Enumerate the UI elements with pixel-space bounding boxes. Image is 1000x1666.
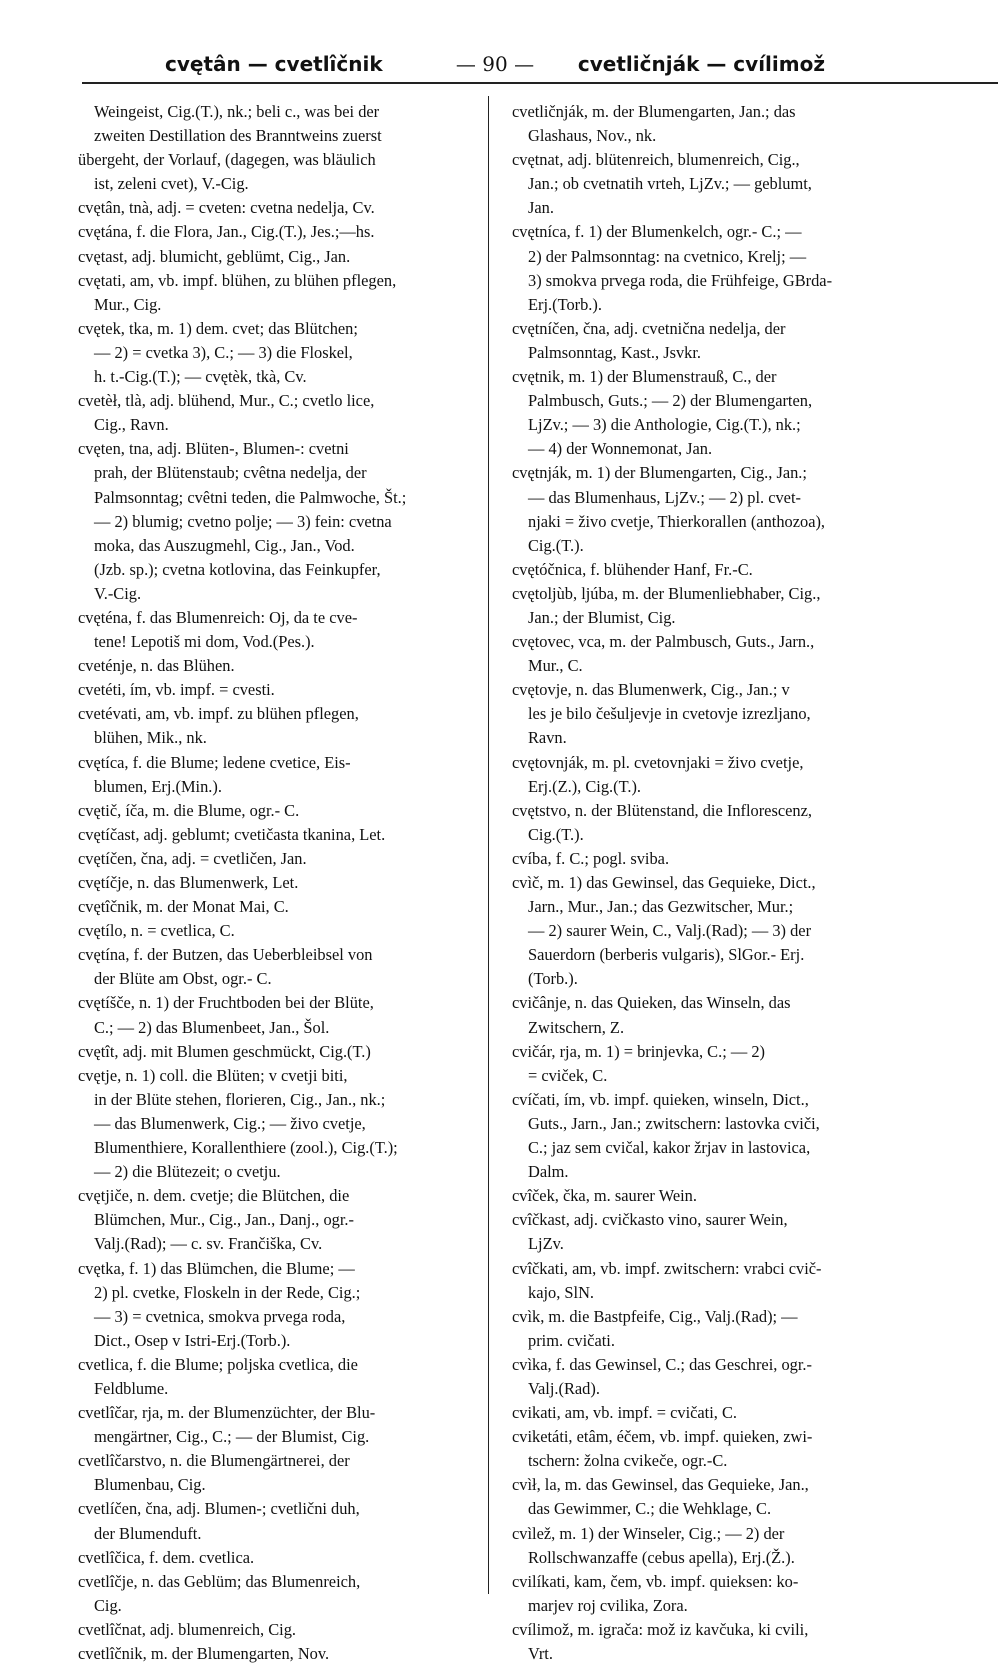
- entry-line: — 3) = cvetnica, smokva prvega roda,: [94, 1306, 346, 1326]
- entry-line: Valj.(Rad); — c. sv. Frančiška, Cv.: [94, 1234, 323, 1254]
- entry-line: h. t.-Cig.(T.); — cvętèk, tkà, Cv.: [94, 367, 307, 387]
- entry-line: Ravn.: [528, 728, 567, 748]
- entry-line: 2) pl. cvetke, Floskeln in der Rede, Cig.;: [94, 1282, 361, 1302]
- entry-line: cvìlež, m. 1) der Winseler, Cig.; — 2) der: [512, 1523, 785, 1543]
- entry-line: cvętîčnik, m. der Monat Mai, C.: [78, 897, 289, 917]
- entry-line: cvetéti, ím, vb. impf. = cvesti.: [78, 680, 275, 700]
- entry-line: übergeht, der Vorlauf, (dagegen, was bläulich: [78, 150, 376, 170]
- entry-line: Cig.: [94, 1595, 122, 1615]
- entry-line: (Jzb. sp.); cvetna kotlovina, das Feinkupfer,: [94, 559, 381, 579]
- entry-line: cvîček, čka, m. saurer Wein.: [512, 1186, 697, 1206]
- entry-line: Mur., C.: [528, 656, 583, 676]
- page-number: — 90 —: [455, 52, 535, 76]
- entry-line: — 2) = cvetka 3), C.; — 3) die Floskel,: [94, 342, 353, 362]
- entry-line: Zwitschern, Z.: [528, 1017, 625, 1037]
- entry-line: kajo, SlN.: [528, 1282, 595, 1302]
- entry-line: cvętati, am, vb. impf. blühen, zu blühen pflegen,: [78, 270, 397, 290]
- entry-line: cvíčati, ím, vb. impf. quieken, winseln, Dict.,: [512, 1089, 809, 1109]
- entry-line: cvętje, n. 1) coll. die Blüten; v cvetji biti,: [78, 1065, 348, 1085]
- entry-line: cvętič, íča, m. die Blume, ogr.- C.: [78, 800, 300, 820]
- entry-line: der Blumenduft.: [94, 1523, 202, 1543]
- entry-line: cvętána, f. die Flora, Jan., Cig.(T.), Jes.;—hs.: [78, 222, 375, 242]
- entry-line: cvetlîčnat, adj. blumenreich, Cig.: [78, 1619, 297, 1639]
- entry-line: cvętíca, f. die Blume; ledene cvetice, Eis-: [78, 752, 351, 772]
- entry-line: cvętíčen, čna, adj. = cvetličen, Jan.: [78, 848, 307, 868]
- entry-line: cvikati, am, vb. impf. = cvičati, C.: [512, 1403, 738, 1423]
- entry-line: cvętovje, n. das Blumenwerk, Cig., Jan.; v: [512, 680, 790, 700]
- entry-line: Guts., Jarn., Jan.; zwitschern: lastovka cviči,: [528, 1113, 820, 1133]
- header-rule: [82, 82, 998, 84]
- entry-line: cvętíčast, adj. geblumt; cvetičasta tkanina, Let.: [78, 824, 386, 844]
- entry-line: cvičár, rja, m. 1) = brinjevka, C.; — 2): [512, 1041, 766, 1061]
- entry-line: cvetlíčen, čna, adj. Blumen-; cvetlični duh,: [78, 1499, 360, 1519]
- entry-line: cvętstvo, n. der Blütenstand, die Inflorescenz,: [512, 800, 812, 820]
- entry-line: cvetličnják, m. der Blumengarten, Jan.; das: [512, 102, 796, 121]
- entry-line: Cig.(T.).: [528, 824, 584, 844]
- entry-line: in der Blüte stehen, florieren, Cig., Jan., nk.;: [94, 1089, 386, 1109]
- header-left-guideword: cvętân — cvetlîčnik: [165, 52, 383, 76]
- entry-line: — das Blumenhaus, LjZv.; — 2) pl. cvet-: [528, 487, 801, 507]
- entry-line: les je bilo češuljevje in cvetovje izrezljano,: [528, 704, 811, 724]
- entry-line: blumen, Erj.(Min.).: [94, 776, 222, 796]
- entry-line: Jan.; der Blumist, Cig.: [528, 607, 676, 627]
- entry-line: prim. cvičati.: [528, 1330, 615, 1350]
- entry-line: cvętíšče, n. 1) der Fruchtboden bei der Blüte,: [78, 993, 374, 1013]
- entry-line: cvìł, la, m. das Gewinsel, das Gequieke, Jan.,: [512, 1475, 809, 1495]
- entry-line: zweiten Destillation des Branntweins zuerst: [94, 126, 382, 146]
- entry-line: ist, zeleni cvet), V.-Cig.: [94, 174, 249, 194]
- entry-line: — 2) saurer Wein, C., Valj.(Rad); — 3) der: [528, 921, 812, 941]
- entry-line: cvetévati, am, vb. impf. zu blühen pflegen,: [78, 704, 359, 724]
- entry-line: cvętílo, n. = cvetlica, C.: [78, 921, 235, 941]
- entry-line: Palmbusch, Guts.; — 2) der Blumengarten,: [528, 391, 813, 411]
- entry-line: cvętoljùb, ljúba, m. der Blumenliebhaber, Cig.,: [512, 583, 821, 603]
- entry-line: Cig.(T.).: [528, 535, 584, 555]
- entry-line: cvętân, tnà, adj. = cveten: cvetna nedelja, Cv.: [78, 198, 375, 218]
- entry-line: cvetèł, tlà, adj. blühend, Mur., C.; cvetlo lice,: [78, 391, 375, 411]
- entry-line: cvílimož, m. igrača: mož iz kavčuka, ki cvili,: [512, 1619, 809, 1639]
- entry-line: cvîčkast, adj. cvičkasto vino, saurer Wein,: [512, 1210, 788, 1230]
- entry-line: cvičânje, n. das Quieken, das Winseln, das: [512, 993, 791, 1013]
- entry-line: cvìč, m. 1) das Gewinsel, das Gequieke, Dict.,: [512, 873, 816, 892]
- entry-line: cvętnják, m. 1) der Blumengarten, Cig., Jan.;: [512, 463, 807, 483]
- entry-line: Dict., Osep v Istri-Erj.(Torb.).: [94, 1330, 291, 1350]
- column-divider: [488, 96, 489, 1594]
- entry-line: Rollschwanzaffe (cebus apella), Erj.(Ž.).: [528, 1547, 795, 1567]
- left-column: [78, 100, 478, 1666]
- entry-line: — das Blumenwerk, Cig.; — živo cvetje,: [94, 1113, 366, 1133]
- entry-line: Jan.; ob cvetnatih vrteh, LjZv.; — geblumt,: [528, 174, 812, 194]
- entry-line: Glashaus, Nov., nk.: [528, 126, 657, 146]
- entry-line: cvetlîčnik, m. der Blumengarten, Nov.: [78, 1644, 330, 1663]
- entry-line: Jarn., Mur., Jan.; das Gezwitscher, Mur.;: [528, 897, 794, 917]
- entry-line: marjev roj cvilika, Zora.: [528, 1595, 688, 1615]
- entry-line: cvętovnják, m. pl. cvetovnjaki = živo cvetje,: [512, 752, 804, 772]
- entry-line: Palmsonntag; cvêtni teden, die Palmwoche, Št.;: [94, 487, 407, 507]
- entry-line: LjZv.: [528, 1234, 564, 1254]
- entry-line: cvetlica, f. die Blume; poljska cvetlica, die: [78, 1354, 358, 1374]
- entry-line: cvilíkati, kam, čem, vb. impf. quieksen: ko-: [512, 1571, 799, 1591]
- entry-line: moka, das Auszugmehl, Cig., Jan., Vod.: [94, 535, 355, 555]
- entry-line: 3) smokva prvega roda, die Frühfeige, GBrda-: [528, 270, 833, 290]
- entry-line: cvętka, f. 1) das Blümchen, die Blume; —: [78, 1258, 355, 1278]
- entry-line: cvętóčnica, f. blühender Hanf, Fr.-C.: [512, 559, 753, 579]
- entry-line: cvętek, tka, m. 1) dem. cvet; das Blütchen;: [78, 318, 358, 338]
- entry-line: Erj.(Z.), Cig.(T.).: [528, 776, 642, 796]
- entry-line: V.-Cig.: [94, 583, 142, 603]
- entry-line: cvętníčen, čna, adj. cvetnična nedelja, der: [512, 318, 786, 338]
- entry-line: cvętnik, m. 1) der Blumenstrauß, C., der: [512, 367, 777, 387]
- entry-line: Blumenbau, Cig.: [94, 1475, 206, 1495]
- entry-line: das Gewimmer, C.; die Wehklage, C.: [528, 1499, 772, 1519]
- entry-line: Blümchen, Mur., Cig., Jan., Danj., ogr.-: [94, 1210, 354, 1230]
- entry-line: C.; jaz sem cvičal, kakor žrjav in lastovica,: [528, 1138, 811, 1158]
- entry-line: Feldblume.: [94, 1378, 169, 1398]
- entry-line: Cig., Ravn.: [94, 415, 169, 435]
- entry-line: Vrt.: [528, 1644, 553, 1663]
- entry-line: mengärtner, Cig., C.; — der Blumist, Cig.: [94, 1427, 370, 1447]
- entry-line: cvętíčje, n. das Blumenwerk, Let.: [78, 873, 299, 892]
- entry-line: cvìk, m. die Bastpfeife, Cig., Valj.(Rad); —: [512, 1306, 798, 1326]
- entry-line: cviketáti, etâm, éčem, vb. impf. quieken, zwi-: [512, 1427, 813, 1447]
- entry-line: = cviček, C.: [528, 1065, 608, 1085]
- entry-line: cvíba, f. C.; pogl. sviba.: [512, 848, 670, 868]
- entry-line: LjZv.; — 3) die Anthologie, Cig.(T.), nk.;: [528, 415, 801, 435]
- entry-line: cvęten, tna, adj. Blüten-, Blumen-: cvetni: [78, 439, 349, 459]
- entry-line: — 2) die Blütezeit; o cvetju.: [94, 1162, 281, 1182]
- entry-line: Valj.(Rad).: [528, 1378, 600, 1398]
- entry-line: (Torb.).: [528, 969, 578, 989]
- entry-line: 2) der Palmsonntag: na cvetnico, Krelj; —: [528, 246, 807, 266]
- entry-line: tene! Lepotiš mi dom, Vod.(Pes.).: [94, 632, 315, 652]
- entry-line: Sauerdorn (berberis vulgaris), SlGor.- Erj.: [528, 945, 805, 965]
- entry-line: cvętnat, adj. blütenreich, blumenreich, Cig.,: [512, 150, 800, 170]
- entry-line: cveténje, n. das Blühen.: [78, 656, 235, 676]
- entry-line: — 2) blumig; cvetno polje; — 3) fein: cvetna: [94, 511, 392, 531]
- entry-line: cvętníca, f. 1) der Blumenkelch, ogr.- C.; —: [512, 222, 802, 242]
- entry-line: cvętjiče, n. dem. cvetje; die Blütchen, die: [78, 1186, 350, 1206]
- entry-line: cvîčkati, am, vb. impf. zwitschern: vrabci cvič-: [512, 1258, 822, 1278]
- entry-line: Jan.: [528, 198, 554, 218]
- entry-line: cvetlîčje, n. das Geblüm; das Blumenreich,: [78, 1571, 361, 1591]
- entry-line: cvętovec, vca, m. der Palmbusch, Guts., Jarn.,: [512, 632, 815, 652]
- page-header: [165, 48, 825, 82]
- entry-line: Palmsonntag, Kast., Jsvkr.: [528, 342, 702, 362]
- entry-line: C.; — 2) das Blumenbeet, Jan., Šol.: [94, 1017, 330, 1037]
- entry-line: tschern: žolna cvikeče, ogr.-C.: [528, 1451, 728, 1471]
- entry-line: blühen, Mik., nk.: [94, 728, 207, 748]
- entry-line: Blumenthiere, Korallenthiere (zool.), Cig.(T.);: [94, 1138, 398, 1158]
- entry-line: — 4) der Wonnemonat, Jan.: [528, 439, 713, 459]
- entry-line: cvętína, f. der Butzen, das Ueberbleibsel von: [78, 945, 373, 965]
- entry-line: cvętast, adj. blumicht, geblümt, Cig., Jan.: [78, 246, 351, 266]
- entry-line: cvetlîčar, rja, m. der Blumenzüchter, der Blu-: [78, 1403, 376, 1423]
- entry-line: prah, der Blütenstaub; cvêtna nedelja, der: [94, 463, 367, 483]
- entry-line: cvetlîčica, f. dem. cvetlica.: [78, 1547, 255, 1567]
- entry-line: Mur., Cig.: [94, 294, 162, 314]
- header-right-guideword: cvetličnják — cvílimož: [577, 52, 825, 76]
- entry-line: cvìka, f. das Gewinsel, C.; das Geschrei, ogr.-: [512, 1354, 812, 1374]
- entry-line: cvęténa, f. das Blumenreich: Oj, da te cve-: [78, 607, 358, 627]
- entry-line: cvetlîčarstvo, n. die Blumengärtnerei, der: [78, 1451, 350, 1471]
- entry-line: Dalm.: [528, 1162, 569, 1182]
- entry-line: njaki = živo cvetje, Thierkorallen (anthozoa),: [528, 511, 826, 531]
- entry-line: cvętît, adj. mit Blumen geschmückt, Cig.(T.): [78, 1041, 371, 1061]
- right-column: [512, 100, 922, 1666]
- entry-line: der Blüte am Obst, ogr.- C.: [94, 969, 272, 989]
- entry-line: Weingeist, Cig.(T.), nk.; beli c., was bei der: [94, 102, 380, 121]
- entry-line: Erj.(Torb.).: [528, 294, 602, 314]
